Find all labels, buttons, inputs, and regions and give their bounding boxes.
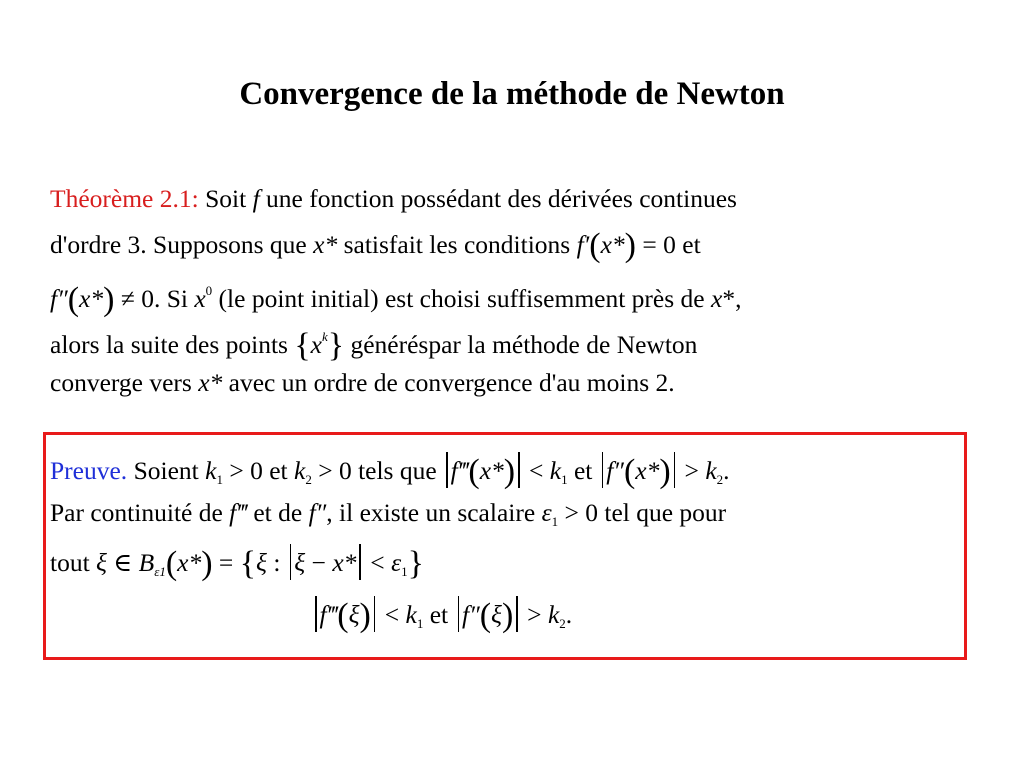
proof-label: Preuve. (50, 456, 128, 485)
text: *, (722, 284, 742, 313)
text: > (678, 456, 706, 485)
text: . (723, 456, 730, 485)
text: , il existe un scalaire (326, 498, 542, 527)
math-epsilon: ε (154, 564, 160, 579)
abs-bar (674, 452, 676, 488)
text: (le point initial) est choisi suffisemment près de (212, 284, 711, 313)
text: Soit (205, 184, 253, 213)
text: généréspar la méthode de Newton (344, 330, 698, 359)
math-xstar: x* (332, 548, 357, 577)
paren-open: ( (623, 453, 636, 490)
math-fsecond: f″ (50, 284, 68, 313)
text: = (212, 548, 240, 577)
text: satisfait les conditions (337, 230, 577, 259)
text: ∈ (106, 548, 139, 577)
math-fsecond: f″ (606, 456, 624, 485)
math-xi: ξ (96, 548, 107, 577)
abs-bar (458, 596, 460, 632)
superscript: k (322, 329, 328, 344)
math-xi: ξ (348, 600, 360, 629)
text: ≠ 0. Si (114, 284, 195, 313)
theorem-line-1 (50, 184, 737, 214)
math-k: k (293, 456, 306, 485)
text: Par continuité de (50, 498, 230, 527)
paren-open: ( (337, 597, 349, 634)
abs-bar (516, 596, 518, 632)
paren-close: ) (659, 453, 671, 490)
math-fthird: f‴ (229, 498, 247, 527)
text: . (565, 600, 573, 629)
text: − (305, 548, 333, 577)
text: avec un ordre de convergence d'au moins 2. (222, 368, 675, 397)
proof-line-4 (312, 596, 572, 639)
subscript: 2 (716, 472, 724, 487)
text: > (520, 600, 548, 629)
math-x: x (310, 330, 322, 359)
text: et (567, 456, 599, 485)
text: tout (50, 548, 97, 577)
math-k: k (549, 456, 562, 485)
math-fsecond: f″ (462, 600, 480, 629)
math-xi: ξ (294, 548, 306, 577)
subscript: 1 (561, 472, 568, 487)
paren-open: ( (479, 597, 492, 634)
proof-line-1 (50, 452, 730, 495)
text: > 0 et (222, 456, 294, 485)
math-k: k (705, 456, 717, 485)
text: : (266, 548, 287, 577)
paren-close: ) (359, 597, 371, 634)
abs-bar (290, 544, 292, 580)
text: < (363, 548, 392, 577)
subscript: 1 (216, 472, 223, 487)
theorem-line-3 (50, 276, 742, 318)
math-xstar: x* (79, 284, 104, 313)
math-epsilon: ε (541, 498, 552, 527)
math-fsecond: f″ (308, 498, 327, 527)
text: < (378, 600, 406, 629)
subscript: 1 (159, 564, 166, 579)
math-B: B (138, 548, 155, 577)
paren-close: ) (503, 453, 516, 490)
text: < (522, 456, 550, 485)
abs-bar (374, 596, 376, 632)
text: > 0 tels que (311, 456, 444, 485)
math-fthird: f‴ (319, 600, 338, 629)
subscript: 2 (559, 616, 566, 631)
abs-bar (446, 452, 448, 488)
theorem-line-5 (50, 368, 675, 398)
text: et de (246, 498, 309, 527)
text: Soient (127, 456, 206, 485)
paren-open: ( (165, 545, 178, 582)
math-xstar: x* (198, 368, 223, 397)
abs-bar (315, 596, 317, 632)
proof-line-3 (50, 544, 424, 587)
subscript: 1 (401, 564, 408, 579)
math-x0: x (194, 284, 206, 313)
paren-open: ( (589, 227, 601, 264)
text: une fonction possédant des dérivées continues (259, 184, 737, 213)
text: d'ordre 3. Supposons que (50, 230, 314, 259)
paren-close: ) (501, 597, 514, 634)
math-epsilon: ε (391, 548, 402, 577)
abs-bar (518, 452, 520, 488)
abs-bar (359, 544, 361, 580)
brace-close: } (407, 545, 424, 582)
paren-close: ) (103, 281, 115, 318)
math-xi: ξ (491, 600, 502, 629)
theorem-label: Théorème 2.1: (50, 184, 199, 213)
page-title: Convergence de la méthode de Newton (239, 76, 785, 112)
text: converge vers (50, 368, 199, 397)
text: > 0 tel que pour (558, 498, 727, 527)
paren-close: ) (624, 227, 636, 264)
math-xstar: x* (635, 456, 660, 485)
text: alors la suite des points (50, 330, 295, 359)
brace-close: } (327, 327, 345, 364)
proof-line-2 (50, 498, 726, 537)
subscript: 1 (551, 514, 559, 529)
math-fthird: f‴ (450, 456, 469, 485)
theorem-line-4 (50, 322, 698, 364)
paren-close: ) (201, 545, 213, 582)
brace-open: { (294, 327, 311, 364)
abs-bar (602, 452, 604, 488)
math-xstar: x* (313, 230, 338, 259)
math-xi: ξ (256, 548, 267, 577)
math-x: x (710, 284, 723, 313)
math-xstar: x* (600, 230, 625, 259)
math-xstar: x* (177, 548, 202, 577)
superscript: 0 (205, 283, 213, 298)
math-k: k (205, 456, 217, 485)
math-k: k (547, 600, 560, 629)
math-xstar: x* (479, 456, 504, 485)
subscript: 2 (305, 472, 312, 487)
math-k: k (405, 600, 417, 629)
text: = 0 et (636, 230, 701, 259)
paren-open: ( (468, 453, 480, 490)
math-fprime: f′ (576, 230, 590, 259)
subscript: 1 (416, 616, 424, 631)
subscript (154, 564, 166, 579)
text: et (423, 600, 455, 629)
paren-open: ( (67, 281, 80, 318)
theorem-line-2 (50, 227, 701, 264)
math-f: f (252, 184, 260, 213)
brace-open: { (239, 545, 257, 582)
